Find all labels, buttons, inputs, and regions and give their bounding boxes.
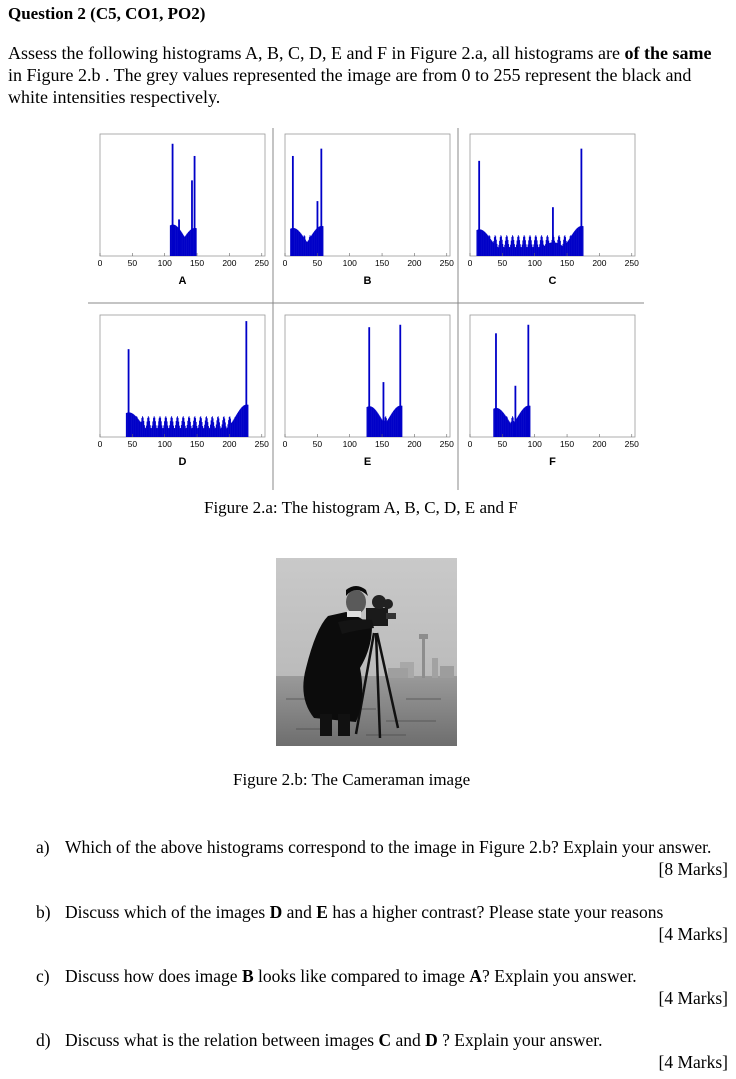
histogram-grid — [88, 128, 644, 490]
histogram-peak — [527, 325, 529, 437]
question-d-text — [65, 1029, 728, 1051]
histogram-label: D — [178, 456, 187, 468]
tick-label: 250 — [439, 439, 454, 449]
question-d-marks: [4 Marks] — [658, 1052, 728, 1072]
question-b-mid: and — [282, 902, 317, 922]
histogram-bin — [401, 406, 402, 437]
question-heading: Question 2 (C5, CO1, PO2) — [8, 4, 206, 23]
histogram-d — [98, 315, 269, 468]
histogram-peak — [317, 201, 319, 256]
histogram-label: C — [548, 275, 557, 287]
tick-label: 0 — [467, 439, 473, 449]
histogram-peak — [178, 219, 180, 256]
tick-label: 200 — [592, 439, 607, 449]
tick-label: 0 — [282, 439, 288, 449]
question-c-post: ? Explain you answer. — [482, 966, 637, 986]
question-c-bold-1: B — [241, 966, 254, 986]
question-c — [36, 965, 728, 1009]
tick-label: 250 — [254, 439, 269, 449]
question-a — [36, 836, 728, 880]
tick-label: 250 — [624, 439, 639, 449]
tick-label: 200 — [592, 258, 607, 268]
question-d-bold-2: D — [425, 1030, 438, 1050]
histogram-peak — [245, 321, 247, 437]
figure-b-caption: Figure 2.b: The Cameraman image — [233, 770, 471, 789]
tick-label: 100 — [157, 439, 172, 449]
histogram-bin — [248, 405, 249, 437]
question-d-mid: and — [391, 1030, 426, 1050]
histogram-bin — [196, 228, 197, 256]
histogram-label: E — [363, 456, 372, 468]
histogram-peak — [399, 325, 401, 437]
question-d-pre: Discuss what is the relation between images — [65, 1030, 379, 1050]
question-b-post: has a higher contrast? Please state your reasons — [327, 902, 664, 922]
tick-label: 0 — [282, 258, 288, 268]
tick-label: 200 — [222, 258, 237, 268]
histogram-peak — [383, 382, 385, 437]
histogram-peak — [552, 207, 554, 256]
cameraman-photo — [276, 558, 457, 746]
tick-label: 0 — [97, 439, 103, 449]
question-c-pre: Discuss how does image — [65, 966, 242, 986]
tick-label: 150 — [374, 258, 390, 268]
histogram-peak — [128, 349, 130, 437]
question-b — [36, 901, 728, 945]
question-c-bold-2: A — [469, 966, 483, 986]
tick-label: 50 — [312, 439, 323, 449]
histogram-f — [468, 315, 639, 468]
tick-label: 150 — [559, 258, 575, 268]
tick-label: 200 — [222, 439, 237, 449]
histogram-peak — [194, 156, 196, 256]
tick-label: 50 — [497, 258, 508, 268]
tick-label: 100 — [342, 258, 357, 268]
intro-text-2: in Figure 2.b . The grey values represented the image are from 0 to 255 represent the black and white intensities respectively. — [8, 65, 692, 107]
intro-text-1: Assess the following histograms A, B, C, D, E and F in Figure 2.a, all histograms are — [8, 43, 625, 63]
histogram-peak — [191, 180, 193, 256]
tick-label: 150 — [189, 258, 205, 268]
intro-paragraph — [8, 42, 728, 108]
histogram-peak — [172, 144, 174, 256]
histogram-peak — [368, 327, 370, 437]
tick-label: 150 — [559, 439, 575, 449]
question-c-marks: [4 Marks] — [658, 988, 728, 1008]
tick-label: 50 — [127, 258, 138, 268]
histogram-bin — [323, 226, 324, 256]
tick-label: 200 — [407, 439, 422, 449]
figure-a-caption: Figure 2.a: The histogram A, B, C, D, E and F — [204, 498, 518, 517]
question-b-bold-1: D — [269, 902, 283, 922]
question-c-letter: c) — [36, 966, 50, 986]
question-a-text: Which of the above histograms correspond to the image in Figure 2.b? Explain your answer. — [65, 837, 712, 857]
question-a-marks: [8 Marks] — [658, 859, 728, 879]
question-a-letter: a) — [36, 837, 50, 857]
histogram-peak — [320, 149, 322, 256]
tick-label: 250 — [254, 258, 269, 268]
histogram-a — [98, 134, 269, 287]
question-c-mid: looks like compared to image — [253, 966, 470, 986]
histogram-bin — [530, 406, 531, 437]
histogram-peak — [292, 156, 294, 256]
question-d-letter: d) — [36, 1030, 51, 1050]
tick-label: 100 — [527, 439, 542, 449]
question-b-bold-2: E — [316, 902, 328, 922]
histogram-figure — [88, 128, 644, 490]
histogram-peak — [580, 149, 582, 256]
intro-bold: of the same — [624, 43, 712, 63]
tick-label: 100 — [527, 258, 542, 268]
tick-label: 50 — [127, 439, 138, 449]
histogram-peak — [514, 386, 516, 437]
question-b-text — [65, 901, 728, 923]
tick-label: 0 — [467, 258, 473, 268]
histogram-c — [468, 134, 639, 287]
histogram-label: A — [178, 275, 187, 287]
histogram-e — [283, 315, 454, 468]
tick-label: 200 — [407, 258, 422, 268]
question-b-letter: b) — [36, 902, 51, 922]
histogram-label: B — [363, 275, 372, 287]
tick-label: 0 — [97, 258, 103, 268]
tick-label: 50 — [312, 258, 323, 268]
question-b-pre: Discuss which of the images — [65, 902, 270, 922]
tick-label: 150 — [189, 439, 205, 449]
histogram-peak — [159, 419, 161, 437]
histogram-peak — [478, 161, 480, 256]
question-b-marks: [4 Marks] — [658, 924, 728, 944]
tick-label: 150 — [374, 439, 390, 449]
histogram-peak — [495, 333, 497, 437]
histogram-bin — [583, 226, 584, 256]
tick-label: 50 — [497, 439, 508, 449]
tick-label: 250 — [439, 258, 454, 268]
tick-label: 250 — [624, 258, 639, 268]
histogram-b — [283, 134, 454, 287]
tick-label: 100 — [342, 439, 357, 449]
question-d — [36, 1029, 728, 1073]
question-c-text — [65, 965, 728, 987]
histogram-label: F — [549, 456, 556, 468]
tick-label: 100 — [157, 258, 172, 268]
question-d-bold-1: C — [378, 1030, 392, 1050]
question-d-post: ? Explain your answer. — [437, 1030, 603, 1050]
cameraman-image — [276, 558, 457, 746]
